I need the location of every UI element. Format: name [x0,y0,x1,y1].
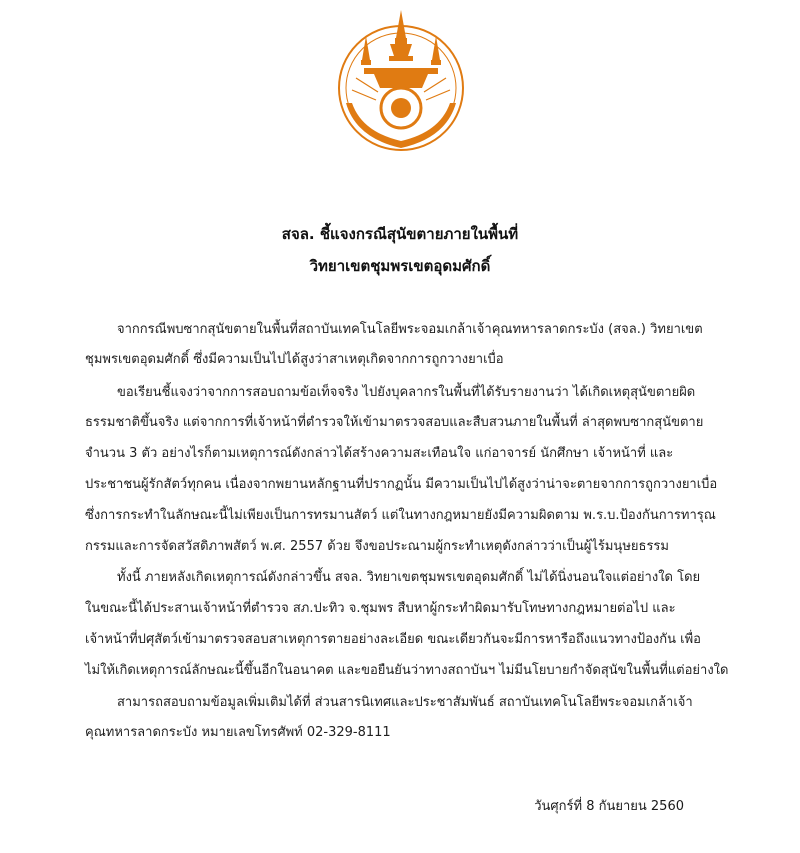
body-line: ไม่ให้เกิดเหตุการณ์ลักษณะนี้ขึ้นอีกในอนาคต และขอยืนยันว่าทางสถาบันฯ ไม่มีนโยบายกำจัดสุนัขในพื้นที่แต่อย่างใด [85,663,729,678]
body-line: ชุมพรเขตอุดมศักดิ์ ซึ่งมีความเป็นไปได้สูงว่าสาเหตุเกิดจากการถูกวางยาเบื่อ [85,352,504,367]
body-line: เจ้าหน้าที่ปศุสัตว์เข้ามาตรวจสอบสาเหตุการตายอย่างละเอียด ขณะเดียวกันจะมีการหารือถึงแนวทางป้องกัน เพื่อ [85,632,701,647]
body-line: ประชาชนผู้รักสัตว์ทุกคน เนื่องจากพยานหลักฐานที่ปรากฏนั้น มีความเป็นไปได้สูงว่าน่าจะตายจากการถูกวางยาเบื่อ [85,477,718,492]
body-line: จำนวน 3 ตัว อย่างไรก็ตามเหตุการณ์ดังกล่าวได้สร้างความสะเทือนใจ แก่อาจารย์ นักศึกษา เจ้าหน้าที่ และ [85,446,674,461]
headline-line-2: วิทยาเขตชุมพรเขตอุดมศักดิ์ [309,257,491,275]
body-line: ธรรมชาติขึ้นจริง แต่จากการที่เจ้าหน้าที่ตำรวจให้เข้ามาตรวจสอบและสืบสวนภายในพื้นที่ ล่าสุดพบซากสุนัขตาย [85,415,704,430]
body-line: ทั้งนี้ ภายหลังเกิดเหตุการณ์ดังกล่าวขึ้น สจล. วิทยาเขตชุมพรเขตอุดมศักดิ์ ไม่ได้นิ่งนอนใจแต่อย่างใด โดย [117,570,701,585]
body-line: กรรมและการจัดสวัสดิภาพสัตว์ พ.ศ. 2557 ด้วย จึงขอประณามผู้กระทำเหตุดังกล่าวว่าเป็นผู้ไร้มนุษยธรรม [85,539,669,554]
headline-line-1: สจล. ชี้แจงกรณีสุนัขตายภายในพื้นที่ [281,225,519,243]
body-line: ขอเรียนชี้แจงว่าจากการสอบถามข้อเท็จจริง ไปยังบุคลากรในพื้นที่ได้รับรายงานว่า ได้เกิดเหตุสุนัขตายผิด [117,385,696,400]
kmitl-emblem-logo [326,8,476,158]
body-line: ซึ่งการกระทำในลักษณะนี้ไม่เพียงเป็นการทรมานสัตว์ แต่ในทางกฎหมายยังมีความผิดตาม พ.ร.บ.ป้องกันการทารุณ [85,508,716,523]
body-line: จากกรณีพบซากสุนัขตายในพื้นที่สถาบันเทคโนโลยีพระจอมเกล้าเจ้าคุณทหารลาดกระบัง (สจล.) วิทยาเขต [117,322,703,337]
body-line: สามารถสอบถามข้อมูลเพิ่มเติมได้ที่ ส่วนสารนิเทศและประชาสัมพันธ์ สถาบันเทคโนโลยีพระจอมเกล้าเจ้า [117,695,693,710]
date-line: วันศุกร์ที่ 8 กันยายน 2560 [534,799,684,814]
body-line: ในขณะนี้ได้ประสานเจ้าหน้าที่ตำรวจ สภ.ปะทิว จ.ชุมพร สืบหาผู้กระทำผิดมารับโทษทางกฎหมายต่อไป และ [85,601,676,616]
body-line: คุณทหารลาดกระบัง หมายเลขโทรศัพท์ 02-329-8111 [85,725,391,740]
